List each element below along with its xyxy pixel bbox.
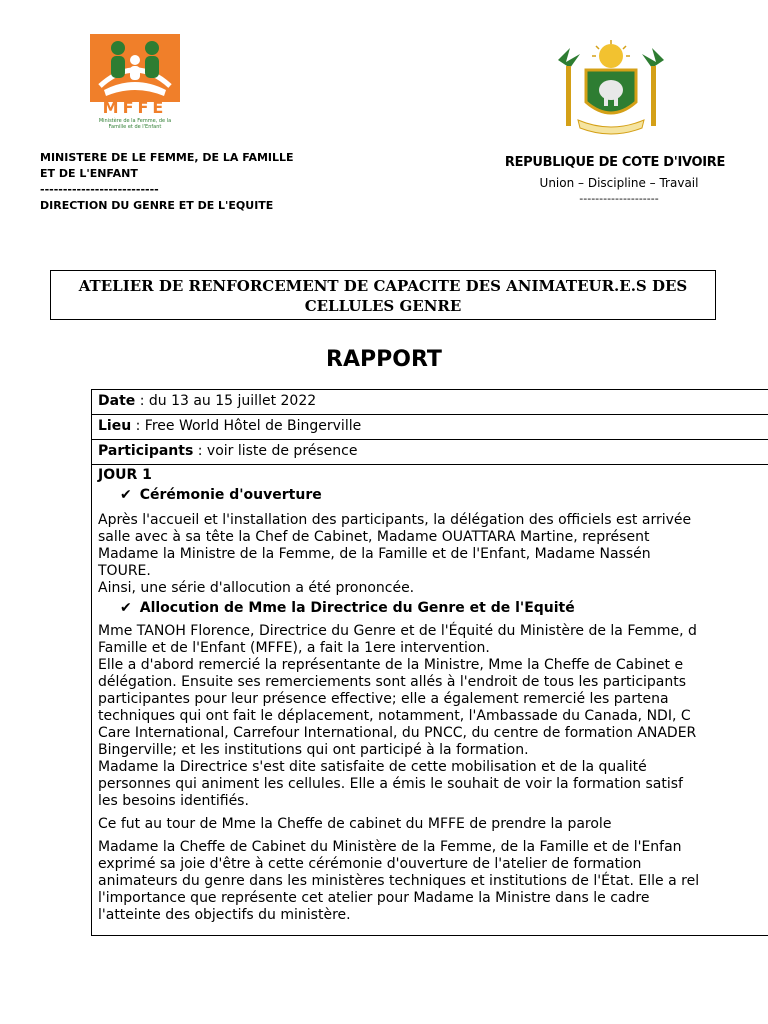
report-body [92, 465, 768, 924]
republic-motto: Union – Discipline – Travail [539, 176, 699, 190]
paragraph-line: Famille et de l'Enfant (MFFE), a fait la 1ere intervention. [98, 640, 490, 656]
participants-value: : voir liste de présence [193, 443, 358, 459]
family-icon [90, 34, 180, 102]
paragraph-line: l'importance que représente cet atelier pour Madame la Ministre dans le cadre [98, 890, 650, 906]
paragraph-line: Madame la Ministre de la Femme, de la Famille et de l'Enfant, Madame Nassén [98, 546, 651, 562]
workshop-title-line-2: CELLULES GENRE [304, 297, 462, 315]
ministry-header [40, 150, 320, 214]
section-heading-allocution-text: Allocution de Mme la Directrice du Genre et de l'Equité [139, 600, 575, 616]
mffe-logo-emblem [90, 34, 180, 102]
paragraph-line: animateurs du genre dans les ministères techniques et institutions de l'État. Elle a rel [98, 873, 700, 889]
ministry-line-2: ET DE L'ENFANT [40, 167, 138, 180]
republic-header [470, 154, 760, 206]
section-heading-opening-text: Cérémonie d'ouverture [139, 487, 322, 503]
direction-line: DIRECTION DU GENRE ET DE L'EQUITE [40, 199, 274, 212]
lieu-label: Lieu [98, 418, 132, 434]
workshop-title-line-1: ATELIER DE RENFORCEMENT DE CAPACITE DES ANIMATEUR.E.S DES [78, 277, 688, 295]
document-type-heading: RAPPORT [326, 347, 442, 372]
paragraph-opening [98, 512, 768, 597]
coat-of-arms-icon [546, 40, 676, 136]
paragraph-line: Mme TANOH Florence, Directrice du Genre et de l'Équité du Ministère de la Femme, d [98, 623, 697, 639]
paragraph-transition: Ce fut au tour de Mme la Cheffe de cabinet du MFFE de prendre la parole [98, 816, 612, 832]
paragraph-line: exprimé sa joie d'être à cette cérémonie d'ouverture de l'atelier de formation [98, 856, 642, 872]
republic-separator: -------------------- [579, 192, 659, 205]
ministry-line-1: MINISTERE DE LE FEMME, DE LA FAMILLE [40, 151, 294, 164]
date-label: Date [98, 393, 136, 409]
lieu-value: : Free World Hôtel de Bingerville [131, 418, 362, 434]
paragraph-line: Elle a d'abord remercié la représentante de la Ministre, Mme la Cheffe de Cabinet e [98, 657, 684, 673]
paragraph-line: techniques qui ont fait le déplacement, notamment, l'Ambassade du Canada, NDI, C [98, 708, 691, 724]
participants-row [92, 440, 768, 465]
paragraph-line: Ainsi, une série d'allocution a été prononcée. [98, 580, 415, 596]
mffe-logo [88, 34, 182, 134]
paragraph-line: salle avec à sa tête la Chef de Cabinet, Madame OUATTARA Martine, représent [98, 529, 650, 545]
section-heading-allocution [120, 597, 768, 619]
paragraph-line: les besoins identifiés. [98, 793, 249, 809]
mffe-logo-subtitle: Ministère de la Femme, de la Famille et de l'Enfant [98, 118, 172, 130]
paragraph-line: délégation. Ensuite ses remerciements sont allés à l'endroit de tous les participants [98, 674, 687, 690]
ministry-separator: -------------------------- [40, 183, 159, 196]
lieu-row [92, 415, 768, 440]
paragraph-line: Madame la Cheffe de Cabinet du Ministère de la Femme, de la Famille et de l'Enfan [98, 839, 682, 855]
republic-title: REPUBLIQUE DE COTE D'IVOIRE [504, 155, 726, 170]
workshop-title-box [50, 270, 716, 320]
paragraph-line: Care International, Carrefour International, du PNCC, du centre de formation ANADER [98, 725, 697, 741]
day-heading: JOUR 1 [98, 467, 152, 483]
section-heading-opening [120, 484, 768, 506]
paragraph-line: personnes qui animent les cellules. Elle a émis le souhait de voir la formation satisf [98, 776, 683, 792]
paragraph-line: l'atteinte des objectifs du ministère. [98, 907, 351, 923]
paragraph-line: Après l'accueil et l'installation des participants, la délégation des officiels est arrivée [98, 512, 692, 528]
date-row [92, 390, 768, 415]
paragraph-allocution [98, 623, 768, 810]
paragraph-line: participantes pour leur présence effective; elle a également remercié les partena [98, 691, 669, 707]
checkmark-icon: ✔ [120, 600, 132, 616]
mffe-logo-text: MFFE [102, 98, 168, 117]
participants-label: Participants [98, 443, 194, 459]
paragraph-line: Bingerville; et les institutions qui ont participé à la formation. [98, 742, 529, 758]
paragraph-line: TOURE. [98, 563, 151, 579]
report-table [91, 389, 768, 936]
paragraph-line: Madame la Directrice s'est dite satisfaite de cette mobilisation et de la qualité [98, 759, 647, 775]
paragraph-cheffe-cabinet [98, 839, 768, 924]
date-value: : du 13 au 15 juillet 2022 [135, 393, 317, 409]
checkmark-icon: ✔ [120, 487, 132, 503]
